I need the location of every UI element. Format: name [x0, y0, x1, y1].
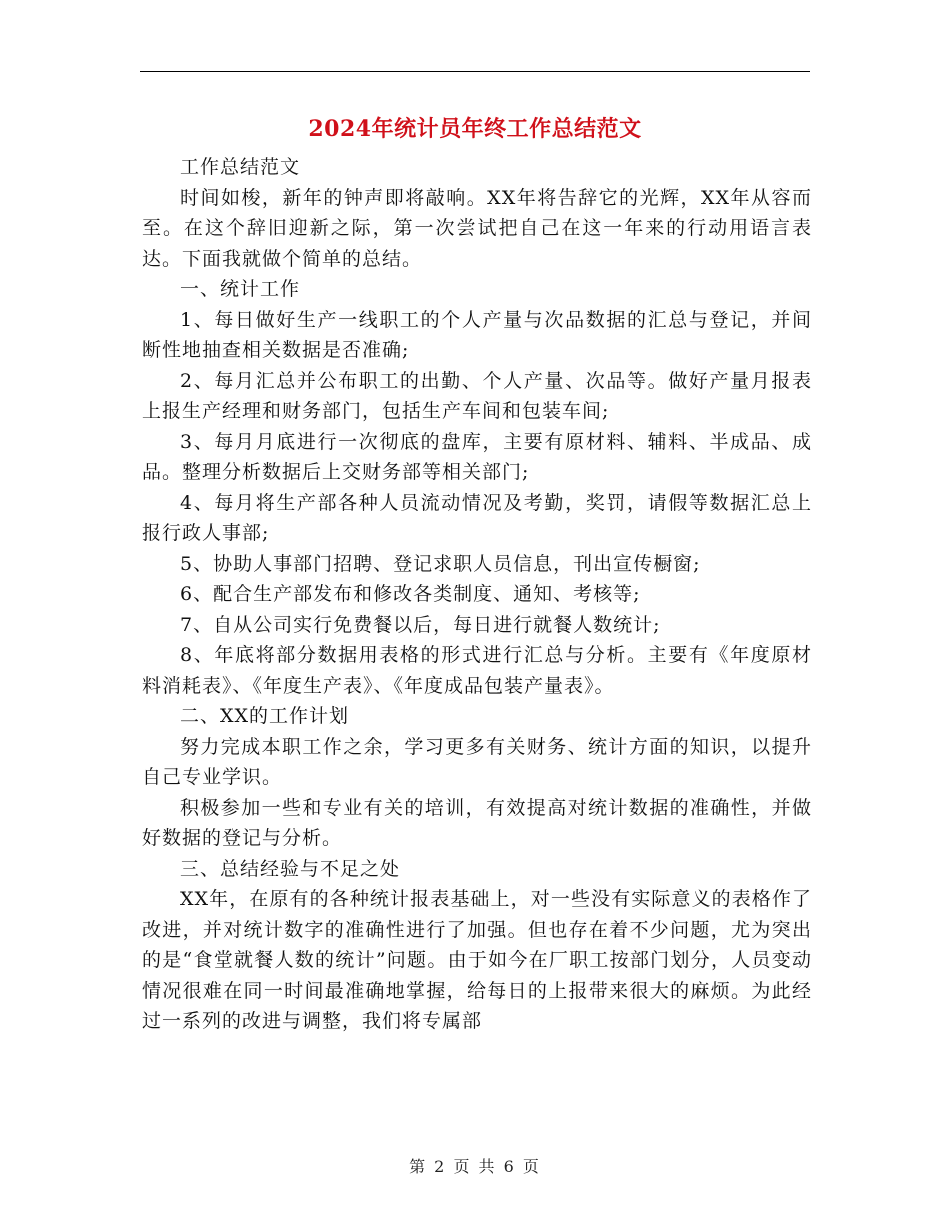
plan-paragraph-1: 努力完成本职工作之余，学习更多有关财务、统计方面的知识，以提升自己专业学识。: [142, 735, 812, 788]
list-item-7: 7、自从公司实行免费餐以后，每日进行就餐人数统计;: [180, 613, 661, 636]
section-heading-3: 三、总结经验与不足之处: [180, 857, 401, 880]
page-number: 第 2 页 共 6 页: [409, 1157, 541, 1176]
list-item-3: 3、每月月底进行一次彻底的盘库，主要有原材料、辅料、半成品、成品。整理分析数据后上交财务部等相关部门;: [142, 430, 812, 483]
list-item-1: 1、每日做好生产一线职工的个人产量与次品数据的汇总与登记，并间断性地抽查相关数据是否准确;: [142, 308, 812, 361]
list-item-2: 2、每月汇总并公布职工的出勤、个人产量、次品等。做好产量月报表上报生产经理和财务部门，包括生产车间和包装车间;: [142, 369, 812, 422]
list-item-8: 8、年底将部分数据用表格的形式进行汇总与分析。主要有《年度原材料消耗表》、《年度生产表》、《年度成品包装产量表》。: [142, 644, 812, 697]
section-heading-1: 一、统计工作: [180, 278, 301, 300]
document-body: [142, 152, 812, 1037]
list-item-6: 6、配合生产部发布和修改各类制度、通知、考核等;: [180, 583, 641, 605]
header-rule: [140, 71, 810, 72]
paragraph-subtitle: 工作总结范文: [180, 156, 301, 178]
summary-paragraph: XX年，在原有的各种统计报表基础上，对一些没有实际意义的表格作了改进，并对统计数字的准确性进行了加强。但也存在着不少问题，尤为突出的是“食堂就餐人数的统计”问题。由于如今在厂职工按部门划分，人员变动情况很难在同一时间最准确地掌握，给每日的上报带来很大的麻烦。为此经过一系列的改进与调整，我们将专属部: [142, 888, 812, 1032]
plan-paragraph-2: 积极参加一些和专业有关的培训，有效提高对统计数据的准确性，并做好数据的登记与分析。: [142, 796, 812, 849]
paragraph-intro: 时间如梭，新年的钟声即将敲响。XX年将告辞它的光辉，XX年从容而至。在这个辞旧迎新之际，第一次尝试把自己在这一年来的行动用语言表达。下面我就做个简单的总结。: [142, 186, 812, 270]
list-item-5: 5、协助人事部门招聘、登记求职人员信息，刊出宣传橱窗;: [180, 552, 701, 575]
document-title: 2024年统计员年终工作总结范文: [308, 116, 642, 142]
list-item-4: 4、每月将生产部各种人员流动情况及考勤，奖罚，请假等数据汇总上报行政人事部;: [142, 491, 812, 544]
section-heading-2: 二、XX的工作计划: [180, 705, 350, 727]
